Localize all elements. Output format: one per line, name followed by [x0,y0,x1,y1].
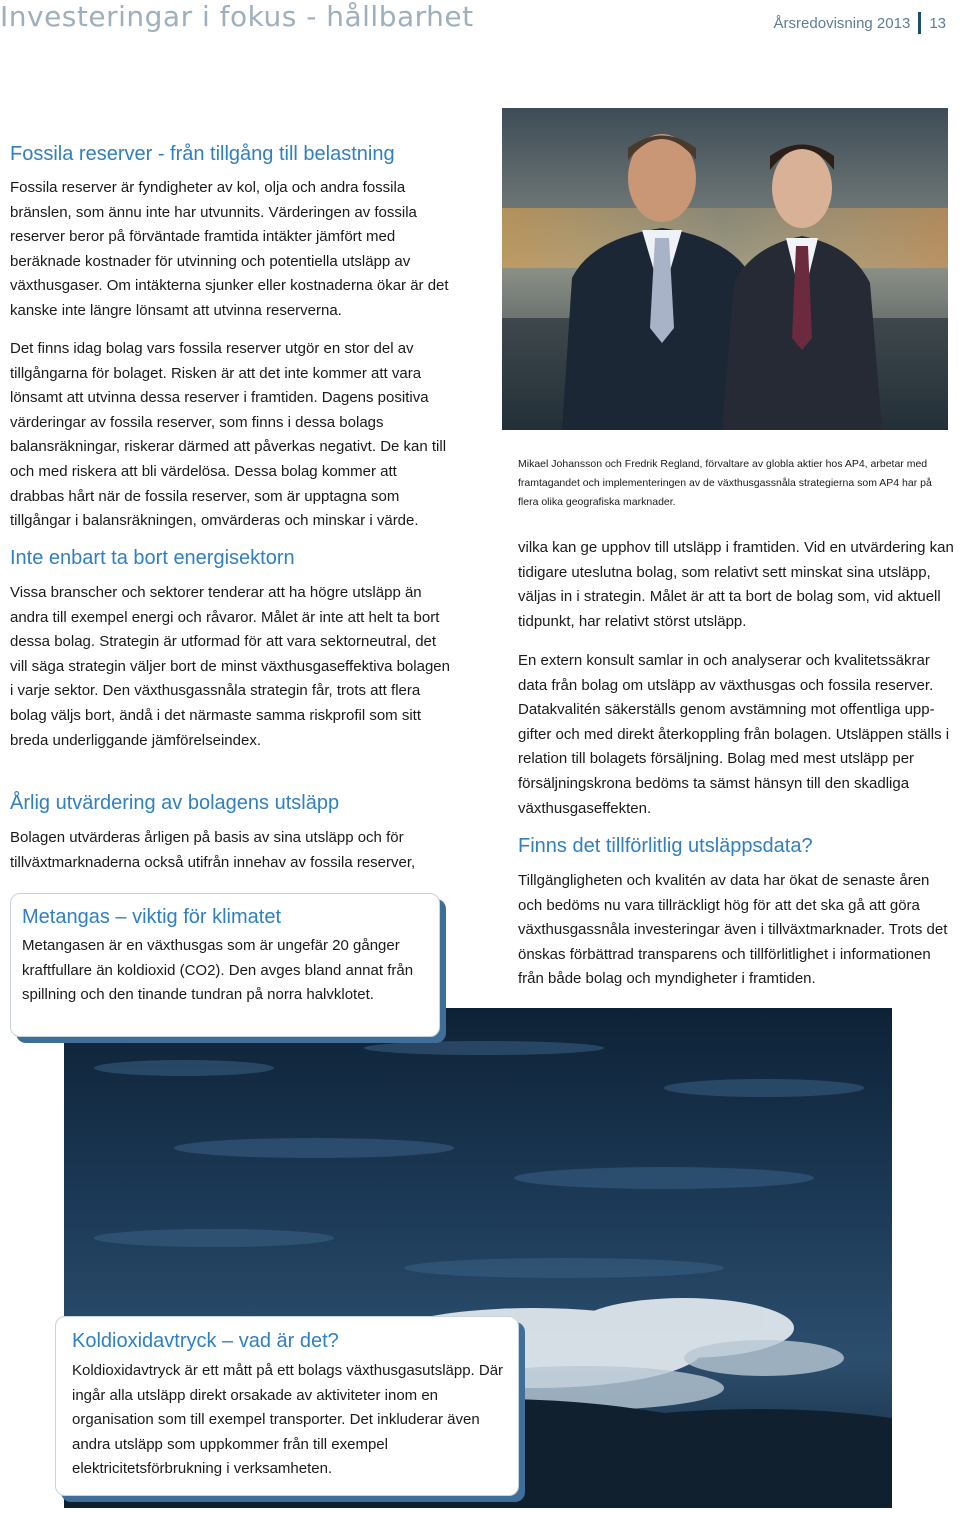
right-paragraph-2: En extern konsult samlar in och analyserar och kvalitetssäkrar data från bolag om utsläpp av växthusgas och fossila reserver. Datakvalitén säkerställs genom avstämning mot offentliga upp-gifter och med direkt återkoppling från bolagen. Utsläppen ställs i relation till bolagets försäljning. Bolag med mest utsläpp per försäljningskrona bedöms ta sämst hänsyn till den skadliga växthusgaseffekten. [518,652,950,817]
page-number: 13 [929,14,946,32]
section-title-emission-data: Finns det tillförlitlig utsläppsdata? [518,835,813,857]
report-name: Årsredovisning 2013 [773,14,911,32]
annual-evaluation-paragraph: Bolagen utvärderas årligen på basis av sina utsläpp och för tillväxtmarknaderna också utifrån innehav av fossila reserver, [10,829,416,871]
infobox-methane-title: Metangas – viktig för klimatet [22,906,281,928]
photo-portfolio-managers [502,108,948,430]
right-paragraph-3: Tillgängligheten och kvalitén av data har ökat de senaste åren och bedöms nu vara tillräckligt hög för att det ska gå att göra växthusgassnåla investeringar även i tillväxtmarknader. Trots det önskas förbättrad transparens och tillförlitlighet i informationen från både bolag och myndigheter i framtiden. [518,872,948,988]
infobox-carbon-footprint [55,1316,519,1496]
photo-caption: Mikael Johansson och Fredrik Regland, förvaltare av globla aktier hos AP4, arbetar med framtagandet och implementeringen av de växthusgassnåla strategierna som AP4 har på flera olika geografiska marknader. [518,458,932,508]
right-paragraph-1: vilka kan ge upphov till utsläpp i framtiden. Vid en utvärdering kan tidigare uteslutna bolag, som relativt sett minskat sina utsläpp, väljas in i strategin. Målet är att ta bort de bolag som, vid aktuell tidpunkt, har relativt störst utsläpp. [518,539,954,630]
energy-sector-paragraph: Vissa branscher och sektorer tenderar att ha högre utsläpp än andra till exempel energi och råvaror. Målet är inte att helt ta bort dessa bolag. Strategin är utformad för att vara sektorneutral, det vill säga strategin väljer bort de minst växthusgaseffektiva bolagen i varje sektor. Den växthusgassnåla strategin får, trots att flera bolag väljs bort, ändå i det närmaste samma riskprofil som sitt breda underliggande jämförelseindex. [10,584,450,749]
section-title-energy-sector: Inte enbart ta bort energisektorn [10,547,295,569]
section-title-fossil-reserves: Fossila reserver - från tillgång till belastning [10,143,395,165]
page-header-title: Investeringar i fokus - hållbarhet [0,0,474,33]
header-divider [918,12,921,34]
infobox-carbon-text: Koldioxidavtryck är ett mått på ett bolags växthusgasutsläpp. Där ingår alla utsläpp direkt orsakade av aktiviteter inom en organisation som till exempel transporter. Det inkluderar även andra utsläpp som uppkommer från till exempel elektricitetsförbrukning i verksamheten. [72,1362,504,1478]
section-title-annual-evaluation: Årlig utvärdering av bolagens utsläpp [10,792,340,814]
fossil-reserves-paragraph-1: Fossila reserver är fyndigheter av kol, olja och andra fossila bränslen, som ännu inte har utvunnits. Värderingen av fossila reserver beror på förväntade framtida intäkter jämfört med beräknade kostnader för utvinning och potentiella utsläpp av växthusgaser. Om intäkterna sjunker eller kostnaderna ökar är det kanske inte längre lönsamt att utvinna reserverna. [10,179,449,319]
fossil-reserves-paragraph-2: Det finns idag bolag vars fossila reserver utgör en stor del av tillgångarna för bolaget. Risken är att det inte kommer att vara lönsamt att utvinna dessa reserver i framtiden. Dagens positiva värderingar av fossila reserver, som finns i dessa bolags balansräkningar, riskerar därmed att påverkas negativt. De kan till och med riskera att bli värdelösa. Dessa bolag kommer att drabbas hårt när de fossila reserver, som är upptagna som tillgångar i balansräkningen, omvärderas och minskar i värde. [10,340,447,530]
page-header-meta [774,12,946,34]
infobox-carbon-title: Koldioxidavtryck – vad är det? [72,1330,339,1352]
infobox-methane [10,893,440,1037]
infobox-methane-text: Metangasen är en växthusgas som är ungefär 20 gånger kraftfullare än koldioxid (CO2). Den avges bland annat från spillning och den tinande tundran på norra halvklotet. [22,937,414,1004]
